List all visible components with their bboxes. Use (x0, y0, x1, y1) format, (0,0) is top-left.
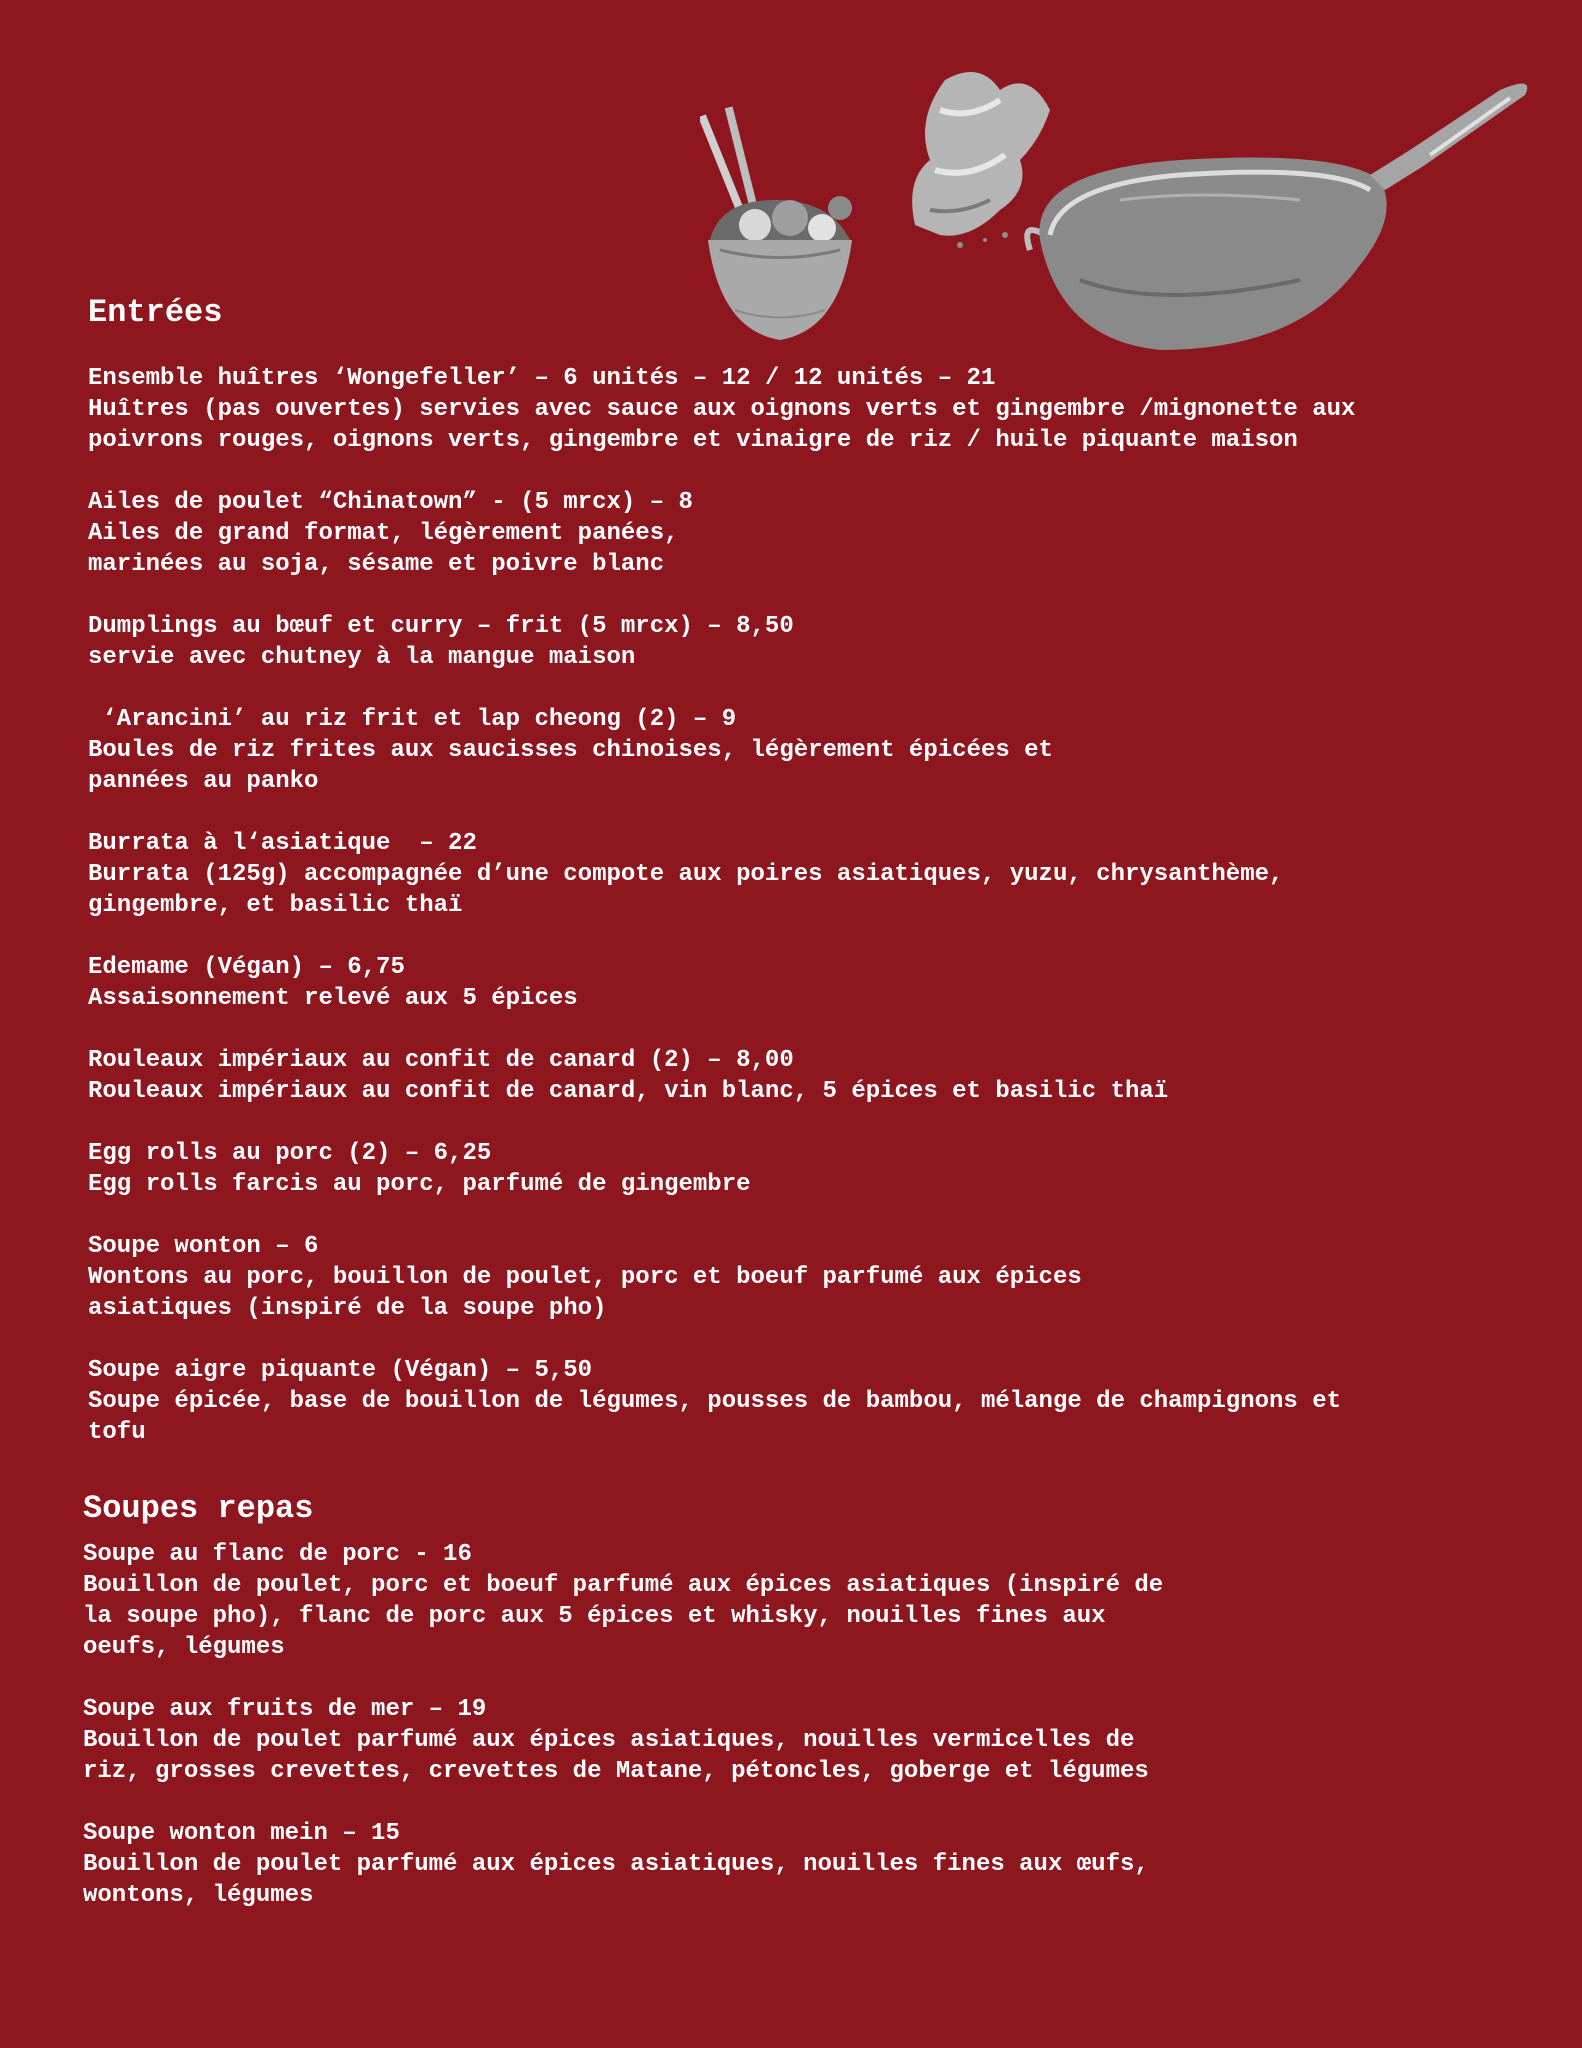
menu-item (88, 1231, 1355, 1324)
item-title: Rouleaux impériaux au confit de canard (2) – 8,00 (88, 1047, 794, 1074)
menu-item (83, 1694, 1163, 1787)
item-description: Assaisonnement relevé aux 5 épices (88, 985, 578, 1012)
menu-item (88, 828, 1355, 921)
item-description: asiatiques (inspiré de la soupe pho) (88, 1295, 607, 1322)
item-description: Huîtres (pas ouvertes) servies avec sauce aux oignons verts et gingembre /mignonette aux (88, 396, 1356, 423)
item-title: Soupe aigre piquante (Végan) – 5,50 (88, 1357, 593, 1384)
item-description: Bouillon de poulet, porc et boeuf parfumé aux épices asiatiques (inspiré de (83, 1572, 1164, 1599)
item-description: wontons, légumes (83, 1882, 314, 1909)
item-description: Rouleaux impériaux au confit de canard, vin blanc, 5 épices et basilic thaï (88, 1078, 1169, 1105)
item-title: Edemame (Végan) – 6,75 (88, 954, 405, 981)
item-description: riz, grosses crevettes, crevettes de Matane, pétoncles, goberge et légumes (83, 1758, 1149, 1785)
item-title: Soupe aux fruits de mer – 19 (83, 1696, 487, 1723)
section-soupes-repas (83, 1489, 1163, 1942)
item-title: Dumplings au bœuf et curry – frit (5 mrcx) – 8,50 (88, 613, 794, 640)
item-description: Bouillon de poulet parfumé aux épices asiatiques, nouilles vermicelles de (83, 1727, 1135, 1754)
item-title: Egg rolls au porc (2) – 6,25 (88, 1140, 492, 1167)
menu-items-list (83, 1539, 1163, 1911)
item-description: marinées au soja, sésame et poivre blanc (88, 551, 665, 578)
menu-item (88, 952, 1355, 1014)
item-description: Soupe épicée, base de bouillon de légumes, pousses de bambou, mélange de champignons et (88, 1388, 1342, 1415)
menu-item (88, 487, 1355, 580)
item-description: Bouillon de poulet parfumé aux épices asiatiques, nouilles fines aux œufs, (83, 1851, 1149, 1878)
item-description: tofu (88, 1419, 146, 1446)
menu-item (88, 1045, 1355, 1107)
section-title: Soupes repas (83, 1490, 314, 1527)
item-description: Wontons au porc, bouillon de poulet, porc et boeuf parfumé aux épices (88, 1264, 1082, 1291)
menu-item (83, 1539, 1163, 1663)
item-description: poivrons rouges, oignons verts, gingembre et vinaigre de riz / huile piquante maison (88, 427, 1298, 454)
item-description: oeufs, légumes (83, 1634, 285, 1661)
menu-item (88, 1138, 1355, 1200)
section-entrees (88, 293, 1355, 1479)
item-description: la soupe pho), flanc de porc aux 5 épices et whisky, nouilles fines aux (83, 1603, 1106, 1630)
item-description: pannées au panko (88, 768, 319, 795)
item-title: Ailes de poulet “Chinatown” - (5 mrcx) – 8 (88, 489, 693, 516)
item-title: Ensemble huîtres ‘Wongefeller’ – 6 unités – 12 / 12 unités – 21 (88, 365, 996, 392)
item-description: gingembre, et basilic thaï (88, 892, 463, 919)
item-description: Burrata (125g) accompagnée d’une compote aux poires asiatiques, yuzu, chrysanthème, (88, 861, 1284, 888)
ginger-root-icon (912, 72, 1050, 248)
item-title: Soupe au flanc de porc - 16 (83, 1541, 472, 1568)
item-title: Soupe wonton mein – 15 (83, 1820, 400, 1847)
item-title: ‘Arancini’ au riz frit et lap cheong (2) – 9 (88, 706, 737, 733)
section-title: Entrées (88, 294, 223, 331)
menu-item (88, 1355, 1355, 1448)
menu-item (83, 1818, 1163, 1911)
menu-items-list (88, 363, 1355, 1448)
menu-item (88, 363, 1355, 456)
item-description: Egg rolls farcis au porc, parfumé de gingembre (88, 1171, 751, 1198)
item-description: servie avec chutney à la mangue maison (88, 644, 636, 671)
item-title: Burrata à l‘asiatique – 22 (88, 830, 477, 857)
menu-item (88, 704, 1355, 797)
menu-item (88, 611, 1355, 673)
item-description: Ailes de grand format, légèrement panées, (88, 520, 679, 547)
item-description: Boules de riz frites aux saucisses chinoises, légèrement épicées et (88, 737, 1053, 764)
item-title: Soupe wonton – 6 (88, 1233, 319, 1260)
